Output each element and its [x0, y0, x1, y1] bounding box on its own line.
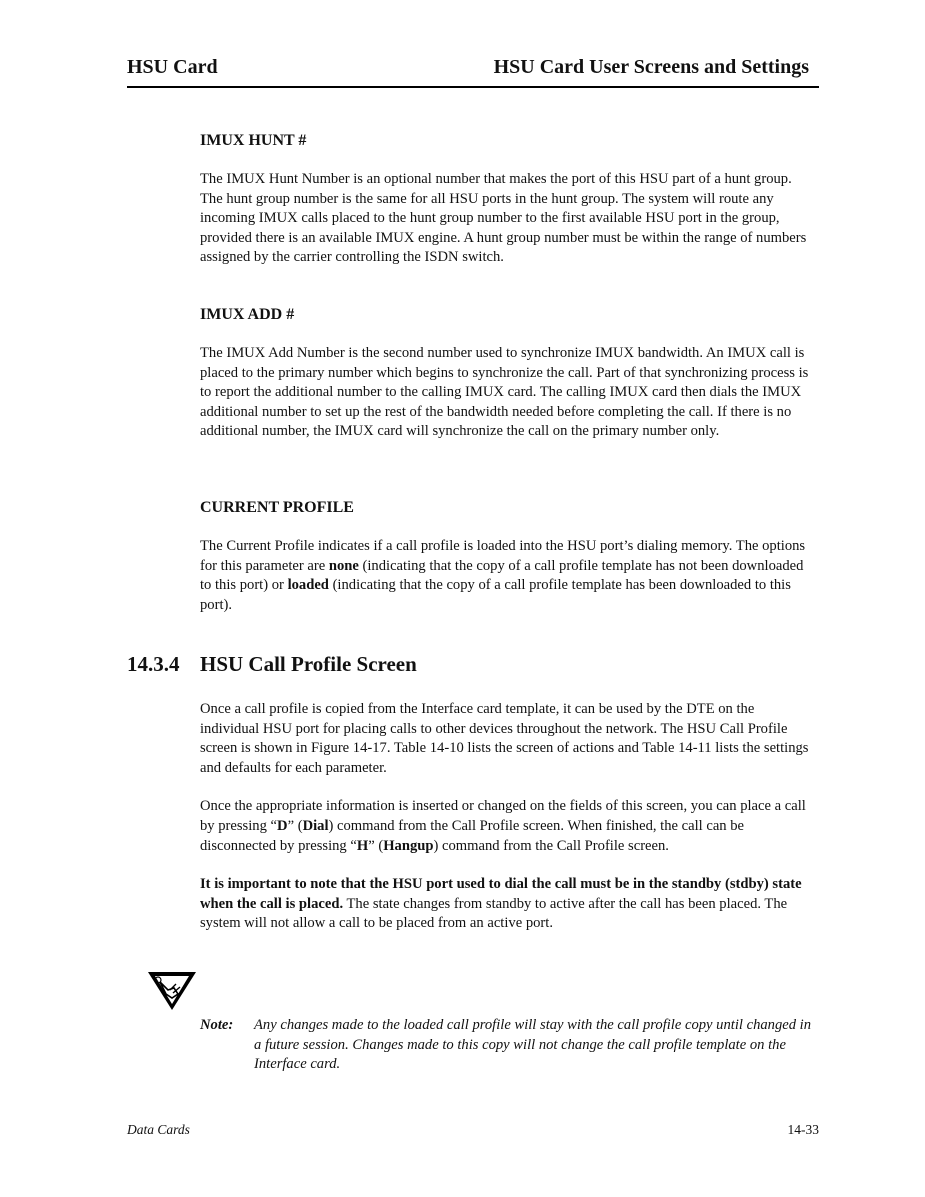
imux-hunt-section: [200, 132, 815, 268]
imux-add-body: The IMUX Add Number is the second number used to synchronize IMUX bandwidth. An IMUX call is placed to the primary number which begins to synchronize the call. Part of that synchronizing process is to report the additional number to the calling IMUX card. The calling IMUX card then dials the IMUX additional number to set up the rest of the bandwidth needed before completing the call. If there is no additional number, the IMUX card will synchronize the call on the primary number only.: [200, 345, 809, 440]
text-run: (indicating that the copy of a call profile template has been downloaded to this port).: [200, 577, 791, 613]
command-hangup: Hangup: [383, 837, 434, 854]
header-section-title: HSU Card User Screens and Settings: [493, 56, 809, 78]
text-run: The state changes from standby to active after the call has been placed. The system will not allow a call to be placed from an active port.: [200, 895, 788, 932]
call-profile-para-1: Once a call profile is copied from the Interface card template, it can be used by the DTE on the individual HSU port for placing calls to other devices throughout the network. The HSU Call Profile screen is shown in Figure 14-17. Table 14-10 lists the screen of actions and Table 14-11 lists the settings and defaults for each parameter.: [200, 701, 809, 776]
option-loaded: loaded: [287, 577, 329, 594]
key-d: D: [277, 817, 288, 834]
call-profile-para-2: [200, 797, 815, 856]
text-run: ” (: [287, 817, 303, 834]
current-profile-heading: CURRENT PROFILE: [200, 499, 354, 516]
section-heading-1434: [127, 652, 417, 677]
note-block: [200, 1016, 815, 1075]
text-run: Once the appropriate information is inserted or changed on the fields of this screen, you can place a call by pressing “: [200, 798, 806, 834]
key-h: H: [356, 837, 369, 854]
note-hand-icon: [146, 968, 198, 1012]
footer-chapter: Data Cards: [127, 1122, 190, 1137]
text-run: The Current Profile indicates if a call profile is loaded into the HSU port’s dialing memory. The options for this parameter are: [200, 538, 806, 574]
imux-add-section: [200, 306, 815, 442]
call-profile-para-3: [200, 875, 815, 934]
section-number: 14.3.4: [127, 652, 180, 676]
imux-add-heading: IMUX ADD #: [200, 306, 295, 323]
text-run: ” (: [368, 837, 384, 854]
current-profile-body: [200, 537, 815, 615]
option-none: none: [328, 557, 359, 574]
note-text: Any changes made to the loaded call profile will stay with the call profile copy until changed in a future session. Changes made to this copy will not change the call profile template on the Interface card.: [254, 1017, 812, 1073]
command-dial: Dial: [302, 817, 329, 834]
text-run: (indicating that the copy of a call profile template has not been downloaded to this port) or: [200, 557, 804, 594]
text-run: ) command from the Call Profile screen.: [433, 837, 669, 854]
header-chapter: HSU Card: [127, 56, 218, 78]
note-label: Note:: [200, 1017, 234, 1033]
page-header: [127, 56, 819, 88]
call-profile-section: [200, 700, 815, 934]
text-run: ) command from the Call Profile screen. When finished, the call can be disconnected by pressing “: [200, 817, 745, 854]
page-number: 14-33: [787, 1122, 819, 1137]
imux-hunt-heading: IMUX HUNT #: [200, 132, 307, 149]
important-note: It is important to note that the HSU port used to dial the call must be in the standby (stdby) state when the call is placed.: [200, 876, 802, 912]
imux-hunt-body: The IMUX Hunt Number is an optional number that makes the port of this HSU part of a hunt group. The hunt group number is the same for all HSU ports in the hunt group. The system will route any incoming IMUX calls placed to the hunt group number to the first available HSU port in the group, provided there is an available IMUX engine. A hunt group number must be within the range of numbers assigned by the carrier controlling the ISDN switch.: [200, 171, 807, 266]
current-profile-section: [200, 499, 815, 615]
section-title: HSU Call Profile Screen: [200, 652, 417, 676]
